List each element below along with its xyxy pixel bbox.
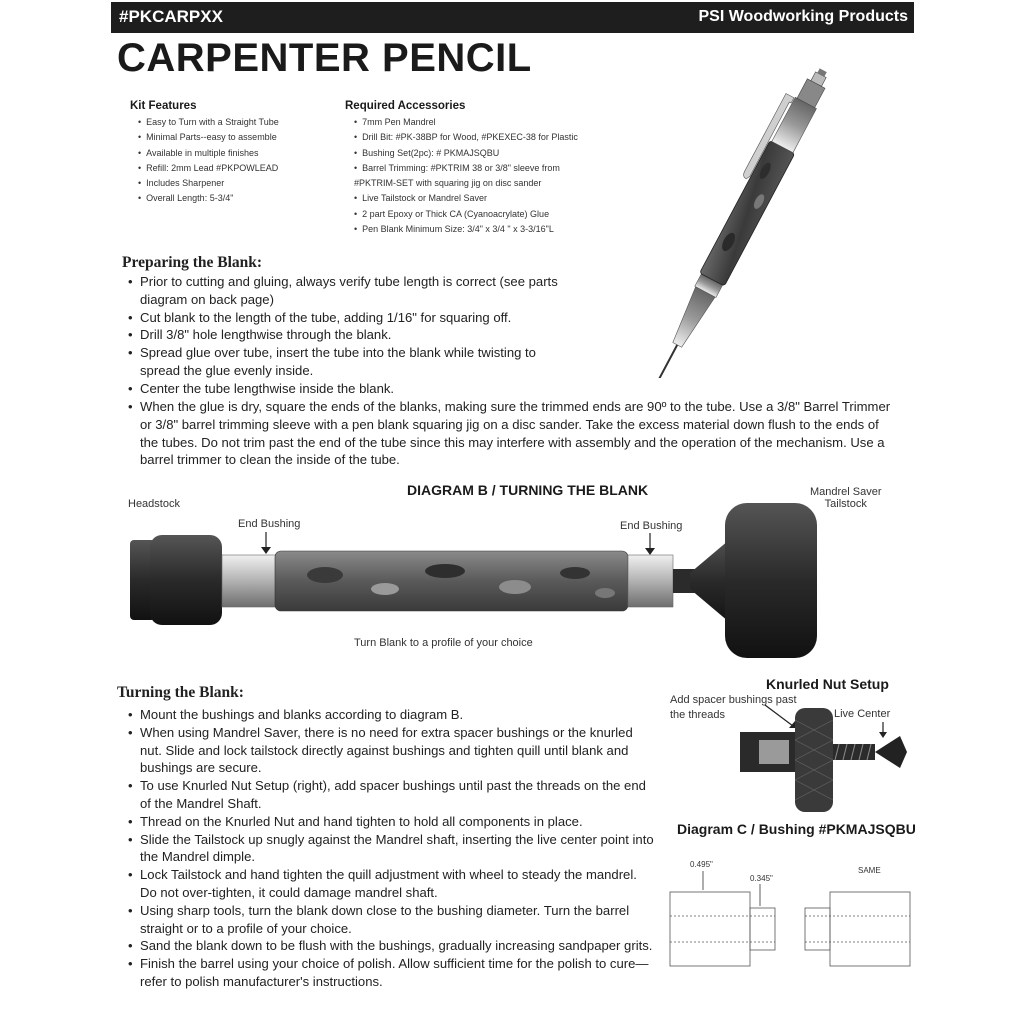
list-item: • Overall Length: 5-3/4" (138, 191, 330, 206)
end-bushing-right-label: End Bushing (620, 520, 683, 532)
same-label: SAME (858, 866, 881, 875)
list-item: • Center the tube lengthwise inside the blank. (124, 380, 564, 398)
list-item: • Minimal Parts--easy to assemble (138, 130, 330, 145)
list-item: • Cut blank to the length of the tube, adding 1/16" for squaring off. (124, 309, 564, 327)
dim-inner-label: 0.345" (750, 874, 773, 883)
list-item: • Easy to Turn with a Straight Tube (138, 115, 330, 130)
preparing-list-long (124, 398, 894, 469)
live-center (875, 736, 907, 768)
carpenter-pencil-illustration (580, 38, 920, 378)
knurled-nut-illustration (735, 700, 915, 815)
tailstock-label-line1: Mandrel Saver (810, 486, 882, 498)
page-title: CARPENTER PENCIL (117, 36, 532, 80)
bushing-left (670, 892, 775, 966)
list-item: • Slide the Tailstock up snugly against the Mandrel shaft, inserting the live center point into the Mandrel dimple. (124, 831, 654, 867)
list-item: • Includes Sharpener (138, 176, 330, 191)
list-item: • 2 part Epoxy or Thick CA (Cyanoacrylate) Glue (354, 207, 585, 222)
spacer-label-line1: Add spacer bushings past (670, 694, 797, 706)
preparing-list-short (124, 273, 564, 398)
list-item: • Spread glue over tube, insert the tube into the blank while twisting to spread the glue evenly inside. (124, 344, 564, 380)
kit-features (130, 100, 330, 207)
end-bushing-left-label: End Bushing (238, 518, 301, 530)
live-center-label: Live Center (834, 708, 891, 720)
list-item: • Drill 3/8" hole lengthwise through the blank. (124, 326, 564, 344)
list-item: • Sand the blank down to be flush with the bushings, gradually increasing sandpaper grits. (124, 937, 654, 955)
list-item: • Drill Bit: #PK-38BP for Wood, #PKEXEC-38 for Plastic (354, 130, 585, 145)
dim-outer-label: 0.495" (690, 860, 713, 869)
header-bar (111, 2, 914, 33)
tailstock-shape (725, 503, 817, 658)
required-accessories-heading: Required Accessories (345, 100, 466, 112)
brand-name: PSI Woodworking Products (698, 8, 908, 25)
turning-heading: Turning the Blank: (117, 684, 244, 701)
knurled-title: Knurled Nut Setup (766, 676, 889, 692)
list-item: • When the glue is dry, square the ends of the blanks, making sure the trimmed ends are 90º to the tube. Use a 3/8" Barrel Trimmer or 3/8" barrel trimming sleeve with a pen blank squaring jig on a disc sander. Take the excess material down flush to the ends of the tubes. Do not trim past the end of the tube since this may interfere with assembly and the operation of the mechanism. Use a barrel trimmer to clean the inside of the tube. (124, 398, 894, 469)
diagram-c-title: Diagram C / Bushing #PKMAJSQBU (677, 821, 916, 837)
kit-features-list (138, 115, 330, 207)
bushing-right (805, 892, 910, 966)
list-item: • Available in multiple finishes (138, 146, 330, 161)
knurled-nut (795, 708, 833, 812)
diagram-b-title: DIAGRAM B / TURNING THE BLANK (407, 482, 649, 498)
tailstock-label-line2: Tailstock (824, 498, 867, 510)
headstock-label: Headstock (128, 498, 180, 510)
required-accessories (345, 100, 585, 237)
product-code: #PKCARPXX (119, 7, 223, 26)
right-bushing (628, 555, 673, 607)
kit-features-heading: Kit Features (130, 100, 197, 112)
list-item: • Using sharp tools, turn the blank down close to the bushing diameter. Turn the barrel straight or to a profile of your choice. (124, 902, 654, 938)
list-item: • 7mm Pen Mandrel (354, 115, 585, 130)
turning-list (124, 706, 654, 991)
list-item: • Lock Tailstock and hand tighten the quill adjustment with wheel to steady the mandrel. Do not over-tighten, it could damage mandrel shaft. (124, 866, 654, 902)
list-item: • Thread on the Knurled Nut and hand tighten to hold all components in place. (124, 813, 654, 831)
left-bushing (222, 555, 277, 607)
list-item: • Refill: 2mm Lead #PKPOWLEAD (138, 161, 330, 176)
list-item: • To use Knurled Nut Setup (right), add spacer bushings until past the threads on the end of the Mandrel Shaft. (124, 777, 654, 813)
spacer-label-line2: the threads (670, 709, 726, 721)
mandrel-diagram (125, 495, 825, 665)
list-item: • Finish the barrel using your choice of polish. Allow sufficient time for the polish to cure—refer to polish manufacturer's instructions. (124, 955, 654, 991)
list-item: • Pen Blank Minimum Size: 3/4" x 3/4 " x 3-3/16"L (354, 222, 585, 237)
preparing-heading: Preparing the Blank: (122, 254, 263, 271)
list-item: • Prior to cutting and gluing, always verify tube length is correct (see parts diagram on back page) (124, 273, 564, 309)
list-item: • Barrel Trimming: #PKTRIM 38 or 3/8" sleeve from #PKTRIM-SET with squaring jig on disc sander (354, 161, 585, 192)
required-accessories-list (354, 115, 585, 237)
list-item: • When using Mandrel Saver, there is no need for extra spacer bushings or the knurled nut. Slide and lock tailstock directly against bushings and tighten quill until blank and bushings are secure. (124, 724, 654, 777)
list-item: • Live Tailstock or Mandrel Saver (354, 191, 585, 206)
list-item: • Mount the bushings and blanks according to diagram B. (124, 706, 654, 724)
list-item: • Bushing Set(2pc): # PKMAJSQBU (354, 146, 585, 161)
bushing-diagram (665, 868, 915, 973)
diagram-b-caption: Turn Blank to a profile of your choice (354, 637, 533, 649)
